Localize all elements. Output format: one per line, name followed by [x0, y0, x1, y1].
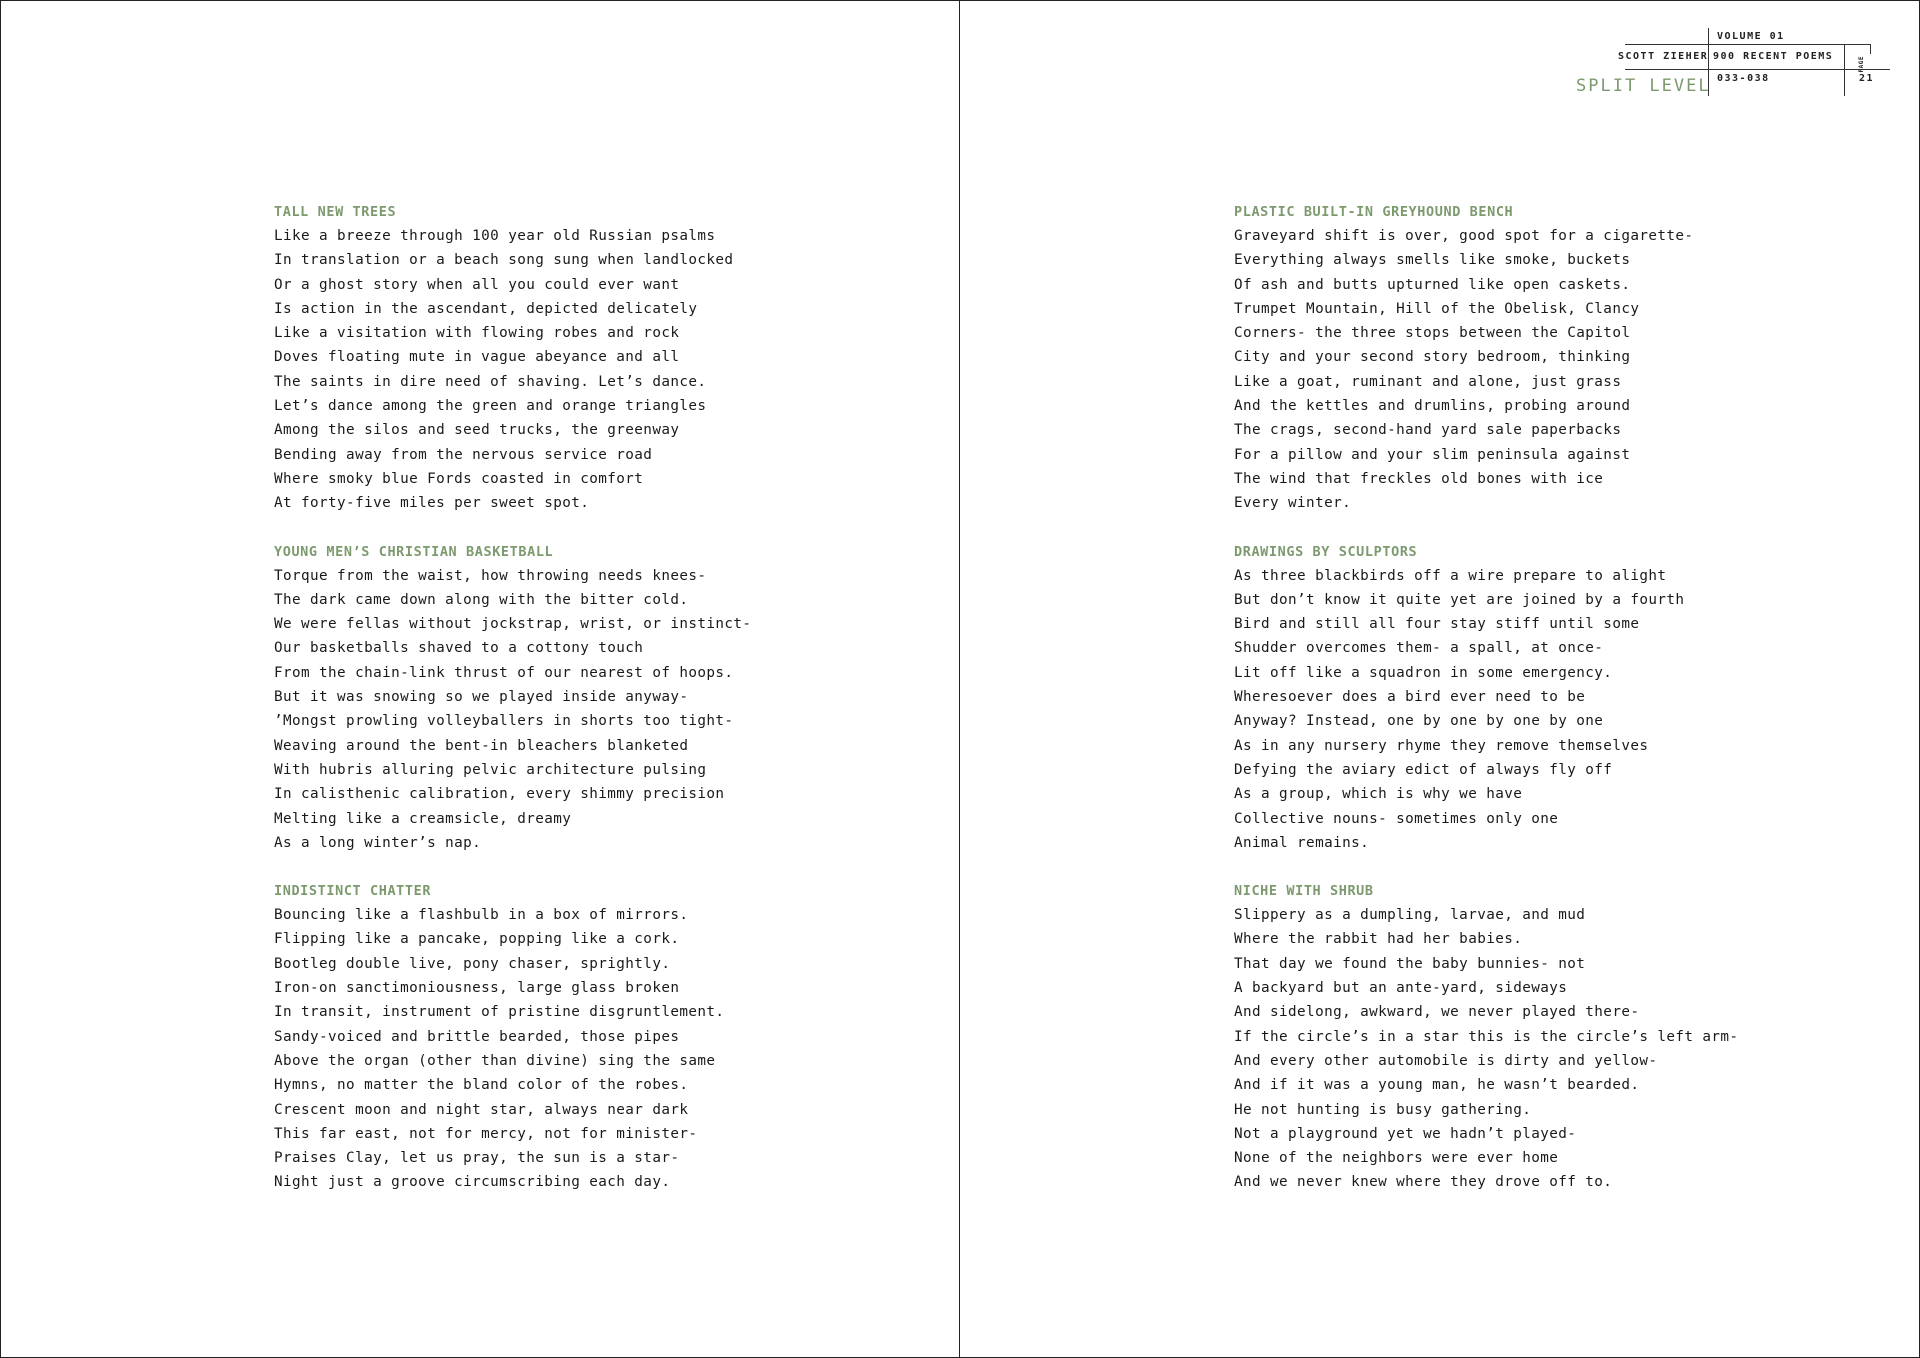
- poem-line: Night just a groove circumscribing each day.: [274, 1174, 671, 1191]
- poem-line: In calisthenic calibration, every shimmy precision: [274, 786, 725, 803]
- poem-line: Everything always smells like smoke, buckets: [1234, 252, 1631, 269]
- poem-line: In translation or a beach song sung when landlocked: [274, 252, 734, 269]
- poem-line: And every other automobile is dirty and yellow-: [1234, 1052, 1658, 1069]
- poem-title: NICHE WITH SHRUB: [1234, 883, 1374, 900]
- poem-line: City and your second story bedroom, thinking: [1234, 349, 1631, 366]
- poem-line: The wind that freckles old bones with ice: [1234, 470, 1604, 487]
- header-rule-horizontal: [1625, 44, 1870, 45]
- poem-line: Crescent moon and night star, always near dark: [274, 1101, 689, 1118]
- poem: [1234, 200, 1794, 516]
- poem-line: Where smoky blue Fords coasted in comfort: [274, 470, 644, 487]
- poem-line: But it was snowing so we played inside anyway-: [274, 689, 689, 706]
- page-gutter: [959, 0, 960, 1358]
- poem-line: The saints in dire need of shaving. Let’s dance.: [274, 373, 707, 390]
- page-number: 21: [1859, 73, 1875, 84]
- poem-line: Graveyard shift is over, good spot for a cigarette-: [1234, 228, 1694, 244]
- poem: [274, 879, 834, 1195]
- page-label: PAGE: [1858, 56, 1865, 73]
- poem-line: Above the organ (other than divine) sing the same: [274, 1052, 716, 1069]
- poem-line: But don’t know it quite yet are joined by a fourth: [1234, 591, 1685, 608]
- poem-line: And we never knew where they drove off to.: [1234, 1174, 1613, 1191]
- poem-line: Every winter.: [1234, 495, 1352, 512]
- header-rule-vertical: [1844, 44, 1845, 96]
- poem-line: The dark came down along with the bitter cold.: [274, 591, 689, 608]
- right-page-column: [1234, 200, 1794, 1219]
- poem-line: Our basketballs shaved to a cottony touch: [274, 640, 644, 657]
- poem-line: If the circle’s in a star this is the circle’s left arm-: [1234, 1028, 1739, 1045]
- poem-range: 033-038: [1717, 73, 1770, 84]
- poem-line: Wheresoever does a bird ever need to be: [1234, 689, 1586, 706]
- poem-line: Torque from the waist, how throwing needs knees-: [274, 567, 707, 584]
- poem-line: As in any nursery rhyme they remove themselves: [1234, 737, 1649, 754]
- poem-line: Corners- the three stops between the Capitol: [1234, 325, 1631, 342]
- poem-line: Doves floating mute in vague abeyance and all: [274, 349, 680, 366]
- poem-line: Defying the aviary edict of always fly off: [1234, 761, 1613, 778]
- poem-line: Shudder overcomes them- a spall, at once-: [1234, 640, 1604, 657]
- volume-label: VOLUME 01: [1717, 31, 1785, 42]
- poem: [1234, 879, 1794, 1195]
- poem-line: Flipping like a pancake, popping like a cork.: [274, 931, 680, 948]
- poem-line: Bouncing like a flashbulb in a box of mirrors.: [274, 907, 689, 924]
- poem-line: The crags, second-hand yard sale paperbacks: [1234, 422, 1622, 439]
- poem-line: Lit off like a squadron in some emergency.: [1234, 664, 1613, 681]
- poem-line: Not a playground yet we hadn’t played-: [1234, 1125, 1577, 1142]
- poem-line: We were fellas without jockstrap, wrist, or instinct-: [274, 616, 752, 633]
- poem-line: From the chain-link thrust of our nearest of hoops.: [274, 664, 734, 681]
- poem-line: Of ash and butts upturned like open caskets.: [1234, 276, 1631, 293]
- running-header: [1570, 28, 1890, 108]
- poem-line: That day we found the baby bunnies- not: [1234, 955, 1586, 972]
- poem-line: He not hunting is busy gathering.: [1234, 1101, 1532, 1118]
- poem-line: Or a ghost story when all you could ever want: [274, 276, 680, 293]
- poem-line: Let’s dance among the green and orange triangles: [274, 398, 707, 415]
- poem-line: Slippery as a dumpling, larvae, and mud: [1234, 907, 1586, 924]
- poem-title: YOUNG MEN’S CHRISTIAN BASKETBALL: [274, 543, 554, 560]
- book-title: 900 RECENT POEMS: [1713, 51, 1834, 62]
- left-page-column: [274, 200, 834, 1219]
- poem-line: None of the neighbors were ever home: [1234, 1150, 1559, 1167]
- poem-line: Like a goat, ruminant and alone, just grass: [1234, 373, 1622, 390]
- poem: [1234, 540, 1794, 856]
- poem-line: For a pillow and your slim peninsula against: [1234, 446, 1631, 463]
- poem-line: And the kettles and drumlins, probing around: [1234, 398, 1631, 415]
- poem-line: Anyway? Instead, one by one by one by one: [1234, 713, 1604, 730]
- poem-title: DRAWINGS BY SCULPTORS: [1234, 543, 1418, 560]
- poem-line: Like a breeze through 100 year old Russian psalms: [274, 228, 716, 244]
- poem-line: Melting like a creamsicle, dreamy: [274, 810, 572, 827]
- header-rule-vertical: [1870, 44, 1871, 54]
- poem-line: And sidelong, awkward, we never played there-: [1234, 1004, 1640, 1021]
- poem-line: ’Mongst prowling volleyballers in shorts too tight-: [274, 713, 734, 730]
- poem-line: With hubris alluring pelvic architecture pulsing: [274, 761, 707, 778]
- poem-line: And if it was a young man, he wasn’t bearded.: [1234, 1077, 1640, 1094]
- poem-title: INDISTINCT CHATTER: [274, 883, 432, 900]
- poem-line: This far east, not for mercy, not for minister-: [274, 1125, 698, 1142]
- poem-line: As a long winter’s nap.: [274, 834, 482, 851]
- poem-line: Bird and still all four stay stiff until some: [1234, 616, 1640, 633]
- author-name: SCOTT ZIEHER: [1618, 51, 1709, 62]
- poem-line: Weaving around the bent-in bleachers blanketed: [274, 737, 689, 754]
- poem: [274, 540, 834, 856]
- poem: [274, 200, 834, 516]
- poem-line: Praises Clay, let us pray, the sun is a star-: [274, 1150, 680, 1167]
- header-rule-horizontal: [1625, 69, 1890, 70]
- poem-title: PLASTIC BUILT-IN GREYHOUND BENCH: [1234, 204, 1514, 220]
- poem-line: Where the rabbit had her babies.: [1234, 931, 1523, 948]
- poem-line: Sandy-voiced and brittle bearded, those pipes: [274, 1028, 680, 1045]
- poem-line: As three blackbirds off a wire prepare to alight: [1234, 567, 1667, 584]
- poem-line: Trumpet Mountain, Hill of the Obelisk, Clancy: [1234, 300, 1640, 317]
- poem-title: TALL NEW TREES: [274, 204, 397, 220]
- poem-line: Hymns, no matter the bland color of the robes.: [274, 1077, 689, 1094]
- poem-line: Iron-on sanctimoniousness, large glass broken: [274, 980, 680, 997]
- poem-line: Like a visitation with flowing robes and rock: [274, 325, 680, 342]
- poem-line: Bending away from the nervous service road: [274, 446, 653, 463]
- section-title: SPLIT LEVEL: [1576, 76, 1711, 96]
- poem-line: Bootleg double live, pony chaser, sprightly.: [274, 955, 671, 972]
- poem-line: Among the silos and seed trucks, the greenway: [274, 422, 680, 439]
- poem-line: Is action in the ascendant, depicted delicately: [274, 300, 698, 317]
- poem-line: At forty-five miles per sweet spot.: [274, 495, 590, 512]
- poem-line: Collective nouns- sometimes only one: [1234, 810, 1559, 827]
- poem-line: In transit, instrument of pristine disgruntlement.: [274, 1004, 725, 1021]
- poem-line: A backyard but an ante-yard, sideways: [1234, 980, 1568, 997]
- poem-line: Animal remains.: [1234, 834, 1370, 851]
- poem-line: As a group, which is why we have: [1234, 786, 1523, 803]
